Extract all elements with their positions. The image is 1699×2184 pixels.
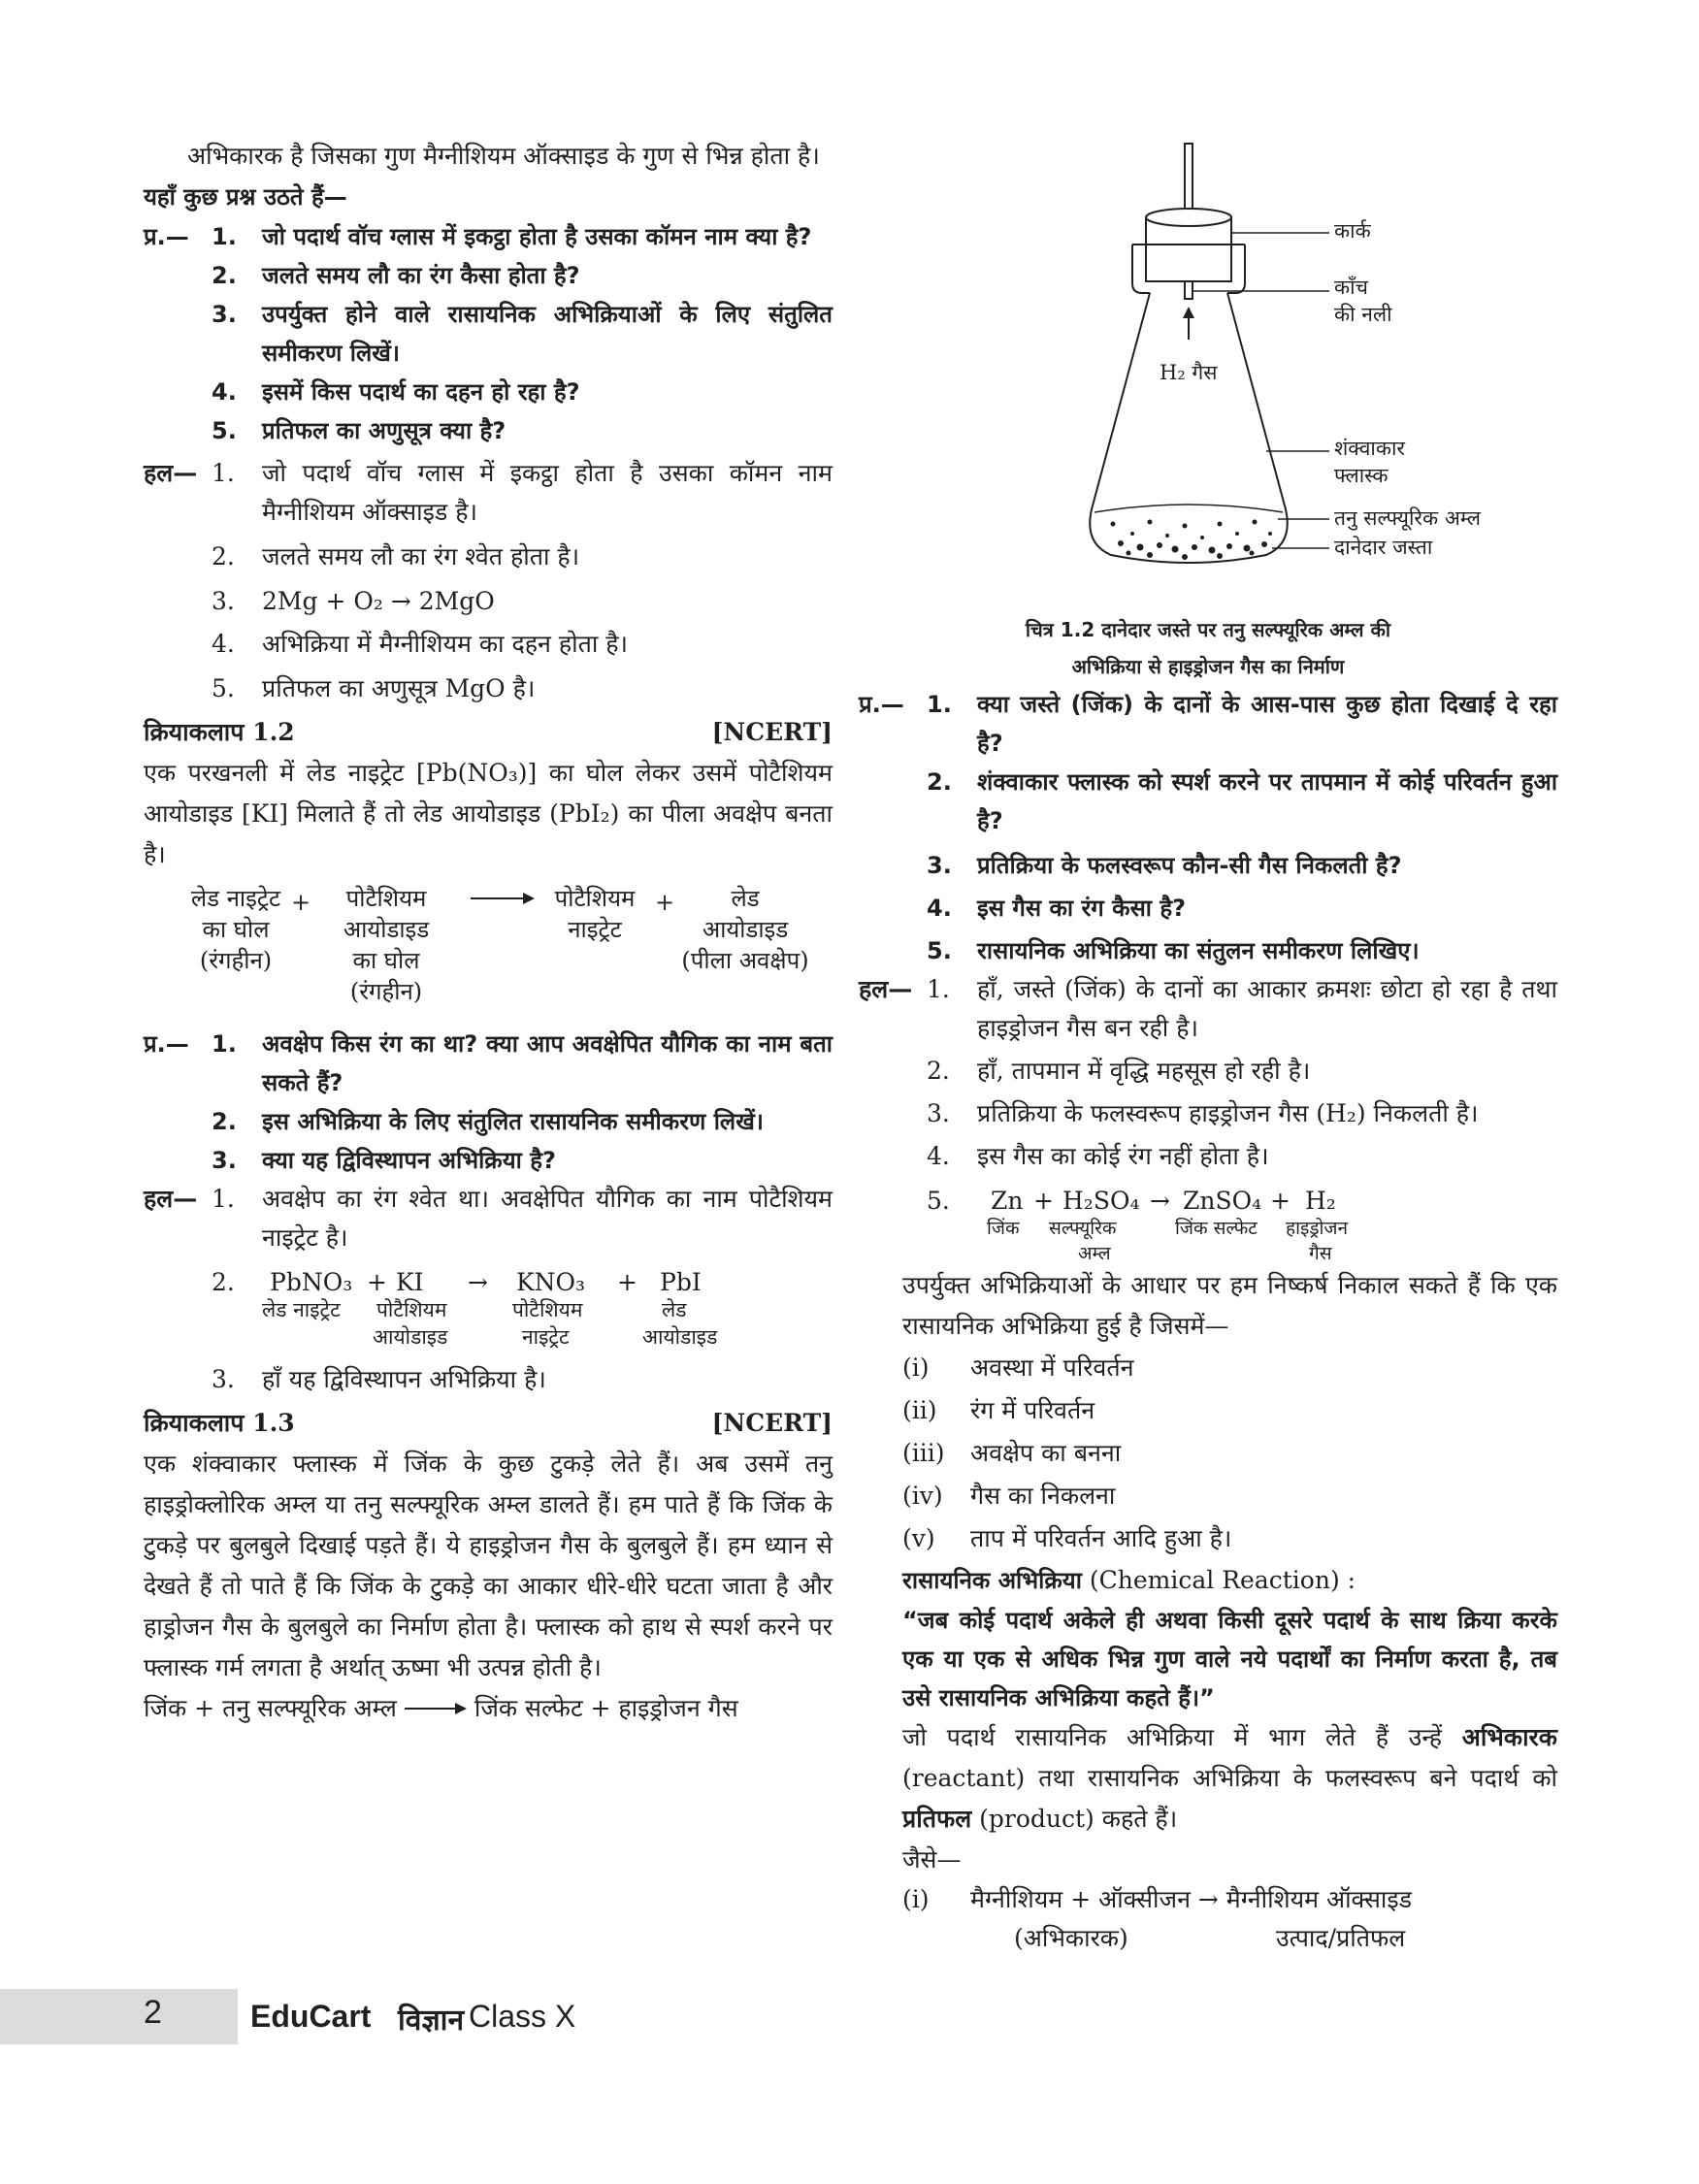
answer-item: हल— 1. अवक्षेप का रंग श्वेत था। अवक्षेपित यौगिक का नाम पोटैशियम नाइट्रेट है। (144, 1185, 833, 1252)
question-item: 2. इस अभिक्रिया के लिए संतुलित रासायनिक समीकरण लिखें। (212, 1108, 764, 1135)
question-item: 3. प्रतिक्रिया के फलस्वरूप कौन-सी गैस निकलती है? (927, 852, 1402, 879)
answer-item: 2. जलते समय लौ का रंग श्वेत होता है। (212, 542, 580, 570)
ncert-tag: [NCERT] (711, 718, 833, 746)
word-equation: लेड नाइट्रेट का घोल (रंगहीन) + पोटैशियम आयोडाइड का घोल (रंगहीन) पोटैशियम नाइट्रेट + लेड आयोडाइड (पीला अवक्षेप) (190, 885, 809, 1005)
activity-text: एक शंक्वाकार फ्लास्क में जिंक के कुछ टुकड़े लेते हैं। अब उसमें तनु हाइड्रोक्लोरिक अम्ल या तनु सल्फ्यूरिक अम्ल डालते हैं। हम पाते हैं कि जिंक के टुकड़े पर बुलबुले दिखाई पड़ते हैं। ये हाइड्रोजन गैस के बुलबुले हैं। हम ध्यान से देखते हैं तो पाते हैं कि जिंक के टुकड़े का आकार धीरे-धीरे घटता जाता है और हाड्रोजन गैस के बुलबुले का निर्माण होता है। फ्लास्क को हाथ से स्पर्श करने पर फ्लास्क गर्म लगता है अर्थात् ऊष्मा भी उत्पन्न होती है। (144, 1450, 833, 1681)
answer-item: हल— 1. जो पदार्थ वॉच ग्लास में इकट्ठा होता है उसका कॉमन नाम मैग्नीशियम ऑक्साइड है। (144, 454, 833, 532)
chemical-equation: Zn + H₂SO₄ → ZnSO₄ + H₂ जिंक सल्फ्यूरिक जिंक सल्फेट हाइड्रोजन अम्ल गैस (987, 1187, 1349, 1264)
conclusion-list (859, 1347, 1557, 1560)
answer-item: 4. अभिक्रिया में मैग्नीशियम का दहन होता है। (212, 630, 629, 658)
arrow-icon (403, 1699, 469, 1718)
question-item: 5. रासायनिक अभिक्रिया का संतुलन समीकरण लिखिए। (927, 937, 1420, 964)
chemical-equation: PbNO₃ + KI → KNO₃ + PbI लेड नाइट्रेट पोटैशियम पोटैशियम लेड आयोडाइड नाइट्रेट आयोडाइड (262, 1268, 718, 1349)
answer-item: 5. प्रतिफल का अणुसूत्र MgO है। (212, 674, 536, 702)
answer-item: हल— 1. हाँ, जस्ते (जिंक) के दानों का आकार क्रमशः छोटा हो रहा है तथा हाइड्रोजन गैस बन रही है। (859, 975, 1557, 1042)
question-item: प्र.— 1. क्या जस्ते (जिंक) के दानों के आस-पास कुछ होता दिखाई दे रहा है? (859, 691, 1557, 757)
brand-logo: EduCart (250, 1999, 372, 2034)
list-item: (ii) रंग में परिवर्तन (902, 1396, 1095, 1424)
answer-item: 2. हाँ, तापमान में वृद्धि महसूस हो रही है। (927, 1057, 1311, 1085)
example-label: जैसे— (902, 1845, 962, 1874)
list-item: (iii) अवक्षेप का बनना (902, 1439, 1122, 1467)
question-item: 3. उपर्युक्त होने वाले रासायनिक अभिक्रियाओं के लिए संतुलित समीकरण लिखें। (212, 301, 833, 367)
question-item: 2. जलते समय लौ का रंग कैसा होता है? (212, 262, 580, 289)
definition-text: जो पदार्थ रासायनिक अभिक्रिया में भाग लेते हैं उन्हें अभिकारक (reactant) तथा रासायनिक अभिक्रिया के फलस्वरूप बने पदार्थ को प्रतिफल (product) कहते हैं। (902, 1723, 1557, 1833)
label-zinc: दानेदार जस्ता (1334, 536, 1433, 559)
question-item: प्र.— 1. अवक्षेप किस रंग का था? क्या आप अवक्षेपित यौगिक का नाम बता सकते हैं? (144, 1030, 833, 1096)
question-item: 2. शंक्वाकार फ्लास्क को स्पर्श करने पर तापमान में कोई परिवर्तन हुआ है? (927, 768, 1557, 834)
class-label: Class X (469, 1999, 576, 2034)
h-label: हल— (144, 459, 198, 487)
page-number-box (0, 1989, 238, 2044)
answer-item: 3. 2Mg + O₂ → 2MgO (212, 587, 495, 615)
question-item: 4. इसमें किस पदार्थ का दहन हो रहा है? (212, 378, 580, 406)
question-item: 5. प्रतिफल का अणुसूत्र क्या है? (212, 417, 506, 444)
figure-caption: चित्र 1.2 दानेदार जस्ते पर तनु सल्फ्यूरिक अम्ल की अभिक्रिया से हाइड्रोजन गैस का निर्माण (1025, 618, 1391, 678)
list-item: (v) ताप में परिवर्तन आदि हुआ है। (902, 1524, 1232, 1552)
list-item: (i) अवस्था में परिवर्तन (902, 1353, 1134, 1382)
activity-heading: क्रियाकलाप 1.2 [NCERT] (144, 712, 833, 753)
right-column (859, 136, 1557, 1958)
answer-item: 3. हाँ यह द्विविस्थापन अभिक्रिया है। (212, 1365, 546, 1393)
left-column (144, 136, 833, 1729)
question-item: 4. इस गैस का रंग कैसा है? (927, 895, 1187, 922)
intro-text: अभिकारक है जिसका गुण मैग्नीशियम ऑक्साइड के गुण से भिन्न होता है। (187, 142, 820, 170)
label-glass-tube: काँच (1334, 276, 1368, 299)
label-cork: कार्क (1334, 219, 1371, 243)
questions-heading: यहाँ कुछ प्रश्न उठते हैं— (144, 183, 347, 211)
list-item: (iv) गैस का निकलना (902, 1482, 1116, 1510)
example-equation: (i) मैग्नीशियम + ऑक्सीजन → मैग्नीशियम ऑक्साइड (902, 1885, 1413, 1913)
q-label: प्र.— (144, 223, 189, 250)
question-item: प्र.— 1. जो पदार्थ वॉच ग्लास में इकट्ठा होता है उसका कॉमन नाम क्या है? (144, 217, 833, 256)
activity-text: एक परखनली में लेड नाइट्रेट [Pb(NO₃)] का घोल लेकर उसमें पोटैशियम आयोडाइड [KI] मिलाते हैं तो लेड आयोडाइड (PbI₂) का पीला अवक्षेप बनता है। (144, 759, 833, 868)
example-labels: (अभिकारक) उत्पाद/प्रतिफल (1014, 1924, 1406, 1952)
label-h2-gas: H₂ गैस (1160, 361, 1218, 384)
definition-quote: “जब कोई पदार्थ अकेले ही अथवा किसी दूसरे पदार्थ के साथ क्रिया करके एक या एक से अधिक भिन्न गुण वाले नये पदार्थों का निर्माण करता है, तब उसे रासायनिक अभिक्रिया कहते हैं।” (902, 1607, 1557, 1711)
answer-item: 2. PbNO₃ + KI → KNO₃ + PbI लेड नाइट्रेट पोटैशियम पोटैशियम लेड आयोडाइड नाइट्रेट आयोडाइड (144, 1263, 833, 1351)
activity-equation: जिंक + तनु सल्फ्यूरिक अम्ल जिंक सल्फेट + हाइड्रोजन गैस (144, 1694, 738, 1722)
question-item: 3. क्या यह द्विविस्थापन अभिक्रिया है? (212, 1147, 556, 1174)
answer-item: 4. इस गैस का कोई रंग नहीं होता है। (927, 1142, 1269, 1170)
subject-label: विज्ञान (398, 2004, 465, 2037)
label-acid: तनु सल्फ्यूरिक अम्ल (1334, 506, 1482, 530)
definition-heading: रासायनिक अभिक्रिया (Chemical Reaction) : (902, 1566, 1356, 1594)
answer-item: 5. Zn + H₂SO₄ → ZnSO₄ + H₂ जिंक सल्फ्यूरिक जिंक सल्फेट हाइड्रोजन अम्ल गैस (859, 1182, 1557, 1265)
answer-item: 3. प्रतिक्रिया के फलस्वरूप हाइड्रोजन गैस (H₂) निकलती है। (927, 1099, 1479, 1127)
arrow-icon (469, 889, 537, 908)
page-number: 2 (144, 1994, 162, 2031)
activity-heading: क्रियाकलाप 1.3 [NCERT] (144, 1409, 833, 1437)
conclusion-text: उपर्युक्त अभिक्रियाओं के आधार पर हम निष्कर्ष निकाल सकते हैं कि एक रासायनिक अभिक्रिया हुई है जिसमें— (902, 1271, 1557, 1340)
label-conical: शंक्वाकार (1334, 437, 1405, 460)
flask-figure: कार्क काँच की नली H₂ गैस शंक्वाकार फ्लास्क तनु सल्फ्यूरिक अम्ल दानेदार जस्ता (859, 136, 1557, 611)
